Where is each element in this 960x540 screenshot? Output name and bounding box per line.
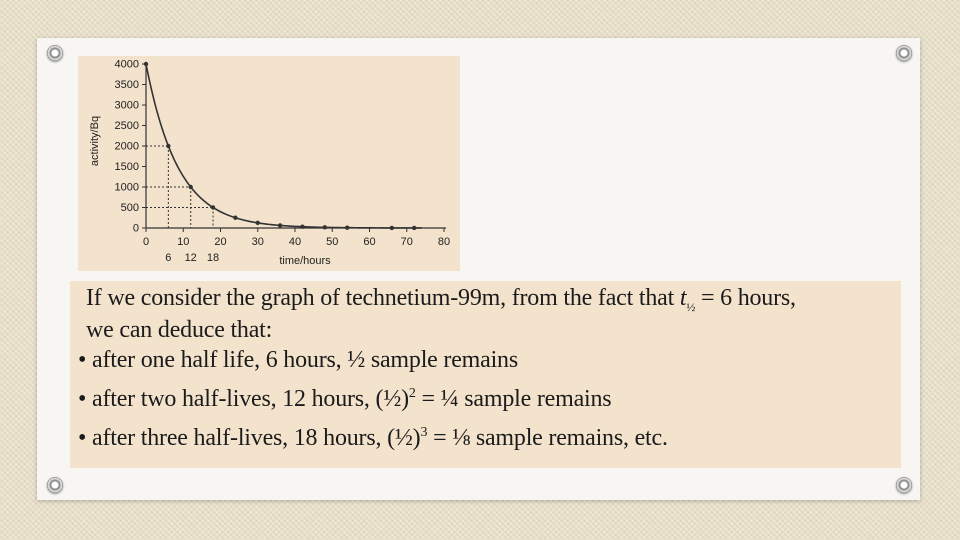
data-point: [345, 225, 349, 229]
explanation-panel: [70, 281, 901, 468]
bullet3-exponent: 3: [420, 425, 428, 440]
x-tick-label: 40: [288, 236, 302, 248]
x-tick-label: 70: [400, 236, 413, 248]
y-tick-label: 0: [132, 222, 139, 235]
y-tick-label: 4000: [114, 58, 139, 71]
intro-text-c: = 6: [695, 285, 738, 311]
decay-curve: [146, 64, 422, 228]
intro-text-a: If we consider the graph of technetium-99m: [86, 285, 501, 311]
y-axis-label: activity/Bq: [89, 115, 101, 167]
data-point: [300, 225, 304, 229]
data-point: [189, 185, 193, 189]
data-point: [233, 216, 237, 220]
bullet-two-half-lives: [78, 386, 611, 413]
decay-chart: [78, 56, 460, 271]
x-tick-label: 0: [142, 236, 150, 248]
x-tick-label: 50: [326, 236, 339, 248]
deduce-line: we can deduce that:: [86, 317, 273, 343]
intro-line: [86, 285, 796, 315]
x-tick-label: 60: [363, 236, 376, 248]
x-tick-label: 10: [177, 236, 190, 248]
bullet3-text-b: = ⅛ sample remains, etc.: [427, 425, 668, 451]
data-point: [256, 221, 260, 225]
data-point: [211, 205, 215, 209]
bullet2-exponent: 2: [408, 386, 416, 401]
bullet-three-half-lives: [78, 425, 668, 452]
intro-text-d: hours,: [737, 285, 796, 311]
y-tick-label: 1500: [114, 161, 139, 173]
y-tick-label: 3000: [114, 99, 139, 112]
data-point: [144, 62, 148, 66]
bullet-one-half-life: • after one half life, 6 hours, ½ sample remains: [78, 347, 518, 373]
bullet3-text-a: • after three half-lives, 18 hours, (½): [78, 425, 421, 451]
bullet2-text-b: = ¼ sample remains: [415, 386, 612, 412]
bullet2-text-a: • after two half-lives, 12 hours, (½): [78, 386, 409, 412]
data-point: [390, 226, 394, 230]
data-point: [323, 225, 327, 229]
pushpin-icon: [896, 477, 912, 493]
data-point: [166, 144, 170, 148]
y-tick-label: 2500: [114, 120, 139, 132]
x-tick-label: 30: [251, 236, 264, 248]
pushpin-icon: [47, 45, 63, 61]
y-tick-label: 2000: [114, 140, 139, 153]
half-life-subscript: ½: [686, 299, 696, 314]
slide: [37, 38, 920, 500]
intro-text-b: , from the fact that: [500, 285, 680, 311]
decay-chart-svg: [78, 56, 460, 271]
x-axis-label: time/hours: [279, 255, 331, 267]
y-tick-label: 3500: [114, 79, 139, 91]
x-tick-label: 20: [214, 236, 227, 248]
half-life-tick-label: 18: [206, 252, 220, 264]
half-life-tick-label: 12: [184, 252, 197, 264]
x-tick-label: 80: [437, 236, 451, 248]
pushpin-icon: [896, 45, 912, 61]
y-tick-label: 500: [120, 202, 139, 214]
half-life-symbol: t: [679, 285, 687, 311]
y-tick-label: 1000: [114, 181, 139, 194]
half-life-tick-label: 6: [165, 252, 172, 264]
data-point: [278, 223, 282, 227]
pushpin-icon: [47, 477, 63, 493]
data-point: [412, 226, 416, 230]
